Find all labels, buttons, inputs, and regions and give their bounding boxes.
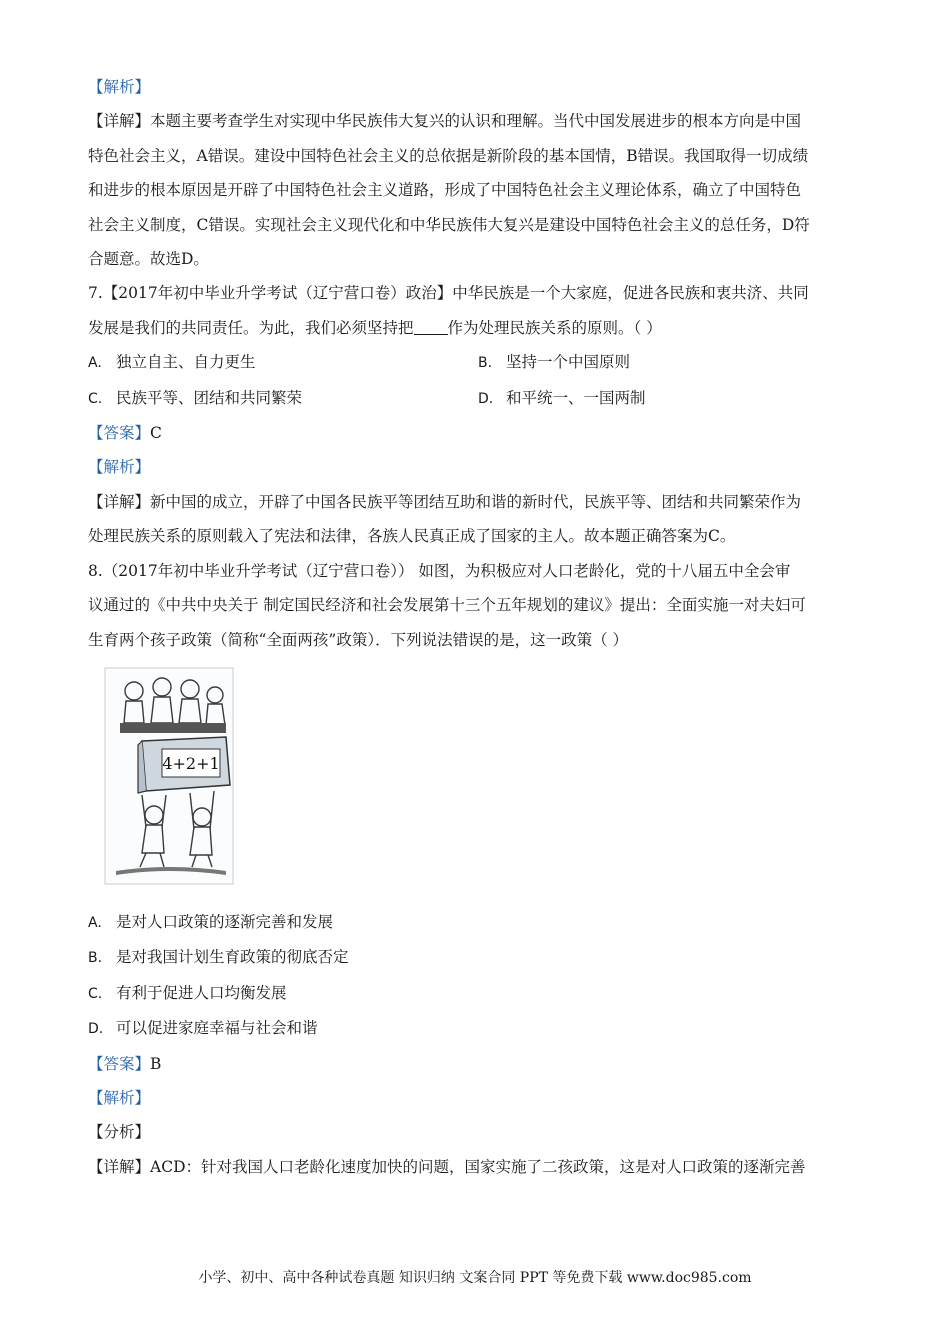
q8-answer-value: B [150, 1054, 162, 1073]
q6-detail-line-2: 特色社会主义，A错误。建设中国特色社会主义的总依据是新阶段的基本国情，B错误。我国取得一切成绩 [88, 146, 809, 165]
q8-detail-line-1: 【详解】ACD：针对我国人口老龄化速度加快的问题，国家实施了二孩政策，这是对人口政策的逐渐完善 [88, 1157, 806, 1176]
q8-answer [88, 1047, 868, 1081]
q7-number: 7. [88, 284, 103, 303]
q8-stem-line-3: 生育两个孩子政策（简称“全面两孩”政策）．下列说法错误的是，这一政策（ ） [88, 630, 629, 649]
q7-option-d: D. 和平统一、一国两制 [478, 388, 646, 407]
q6-detail-text-1: 本题主要考查学生对实现中华民族伟大复兴的认识和理解。当代中国发展进步的根本方向是中国 [150, 112, 802, 131]
q8-answer-tag: 【答案】 [88, 1054, 151, 1073]
q6-detail-line-4: 社会主义制度，C错误。实现社会主义现代化和中华民族伟大复兴是建设中国特色社会主义的总任务，D符 [88, 215, 810, 234]
q7-stem-line-2 [88, 311, 868, 345]
figure-label: 4+2+1 [162, 753, 220, 773]
q7-stem-text-2a: 发展是我们的共同责任。为此，我们必须坚持把 [88, 318, 414, 337]
bench-strip [120, 723, 226, 733]
q8-option-d: D. 可以促进家庭幸福与社会和谐 [88, 1019, 318, 1038]
q7-answer-tag: 【答案】 [88, 424, 151, 443]
q7-source: 【2017年初中毕业升学考试（辽宁营口卷）政治】 [102, 284, 453, 303]
page-footer: 小学、初中、高中各种试卷真题 知识归纳 文案合同 PPT 等免费下载 www.doc985.com [198, 1270, 752, 1286]
q8-stem-line-2: 议通过的《中共中央关于 制定国民经济和社会发展第十三个五年规划的建议》提出：全面实施一对夫妇可 [88, 596, 806, 615]
q7-stem-text-1: 中华民族是一个大家庭，促进各民族和衷共济、共同 [452, 284, 809, 303]
document-page [88, 70, 868, 1184]
q7-option-c: C. 民族平等、团结和共同繁荣 [88, 388, 303, 407]
q7-blank [414, 318, 448, 335]
q7-option-a: A. 独立自主、自力更生 [88, 353, 256, 372]
q7-option-b: B. 坚持一个中国原则 [478, 353, 631, 372]
q6-detail-line-5: 合题意。故选D。 [88, 250, 209, 269]
q8-stem-line-1: 8.（2017年初中毕业升学考试（辽宁营口卷）） 如图，为积极应对人口老龄化，党的十八届五中全会审 [88, 561, 791, 580]
q7-stem-line-1 [88, 276, 868, 310]
q8-analysis-tag: 【解析】 [88, 1088, 151, 1107]
cartoon-figure [104, 667, 234, 885]
q7-options-row-1 [88, 345, 868, 380]
q6-detail-line-1 [88, 104, 868, 138]
q8-option-c: C. 有利于促进人口均衡发展 [88, 983, 287, 1002]
q7-answer-value: C [150, 424, 162, 443]
q8-option-b: B. 是对我国计划生育政策的彻底否定 [88, 948, 349, 967]
q7-answer [88, 416, 868, 450]
q7-detail-tag: 【详解】 [88, 492, 151, 511]
q8-option-a: A. 是对人口政策的逐渐完善和发展 [88, 912, 334, 931]
q7-analysis-tag: 【解析】 [88, 458, 151, 477]
q7-detail-line-2: 处理民族关系的原则载入了宪法和法律，各族人民真正成了国家的主人。故本题正确答案为C。 [88, 527, 736, 546]
q7-options-row-2 [88, 381, 868, 416]
q6-analysis-tag: 【解析】 [88, 78, 151, 96]
q8-number: 8. [88, 561, 103, 580]
q7-stem-text-2b: 作为处理民族关系的原则。（ ） [447, 318, 662, 337]
q8-detail-tag: 【详解】 [88, 1157, 151, 1176]
q7-detail-line-1: 【详解】新中国的成立，开辟了中国各民族平等团结互助和谐的新时代，民族平等、团结和共同繁荣作为 [88, 492, 802, 511]
q6-detail-tag: 【详解】 [88, 112, 151, 131]
cartoon-illustration [104, 667, 234, 885]
q8-breakdown-tag: 【分析】 [88, 1123, 151, 1142]
q6-detail-line-3: 和进步的根本原因是开辟了中国特色社会主义道路，形成了中国特色社会主义理论体系，确立了中国特色 [88, 181, 802, 200]
